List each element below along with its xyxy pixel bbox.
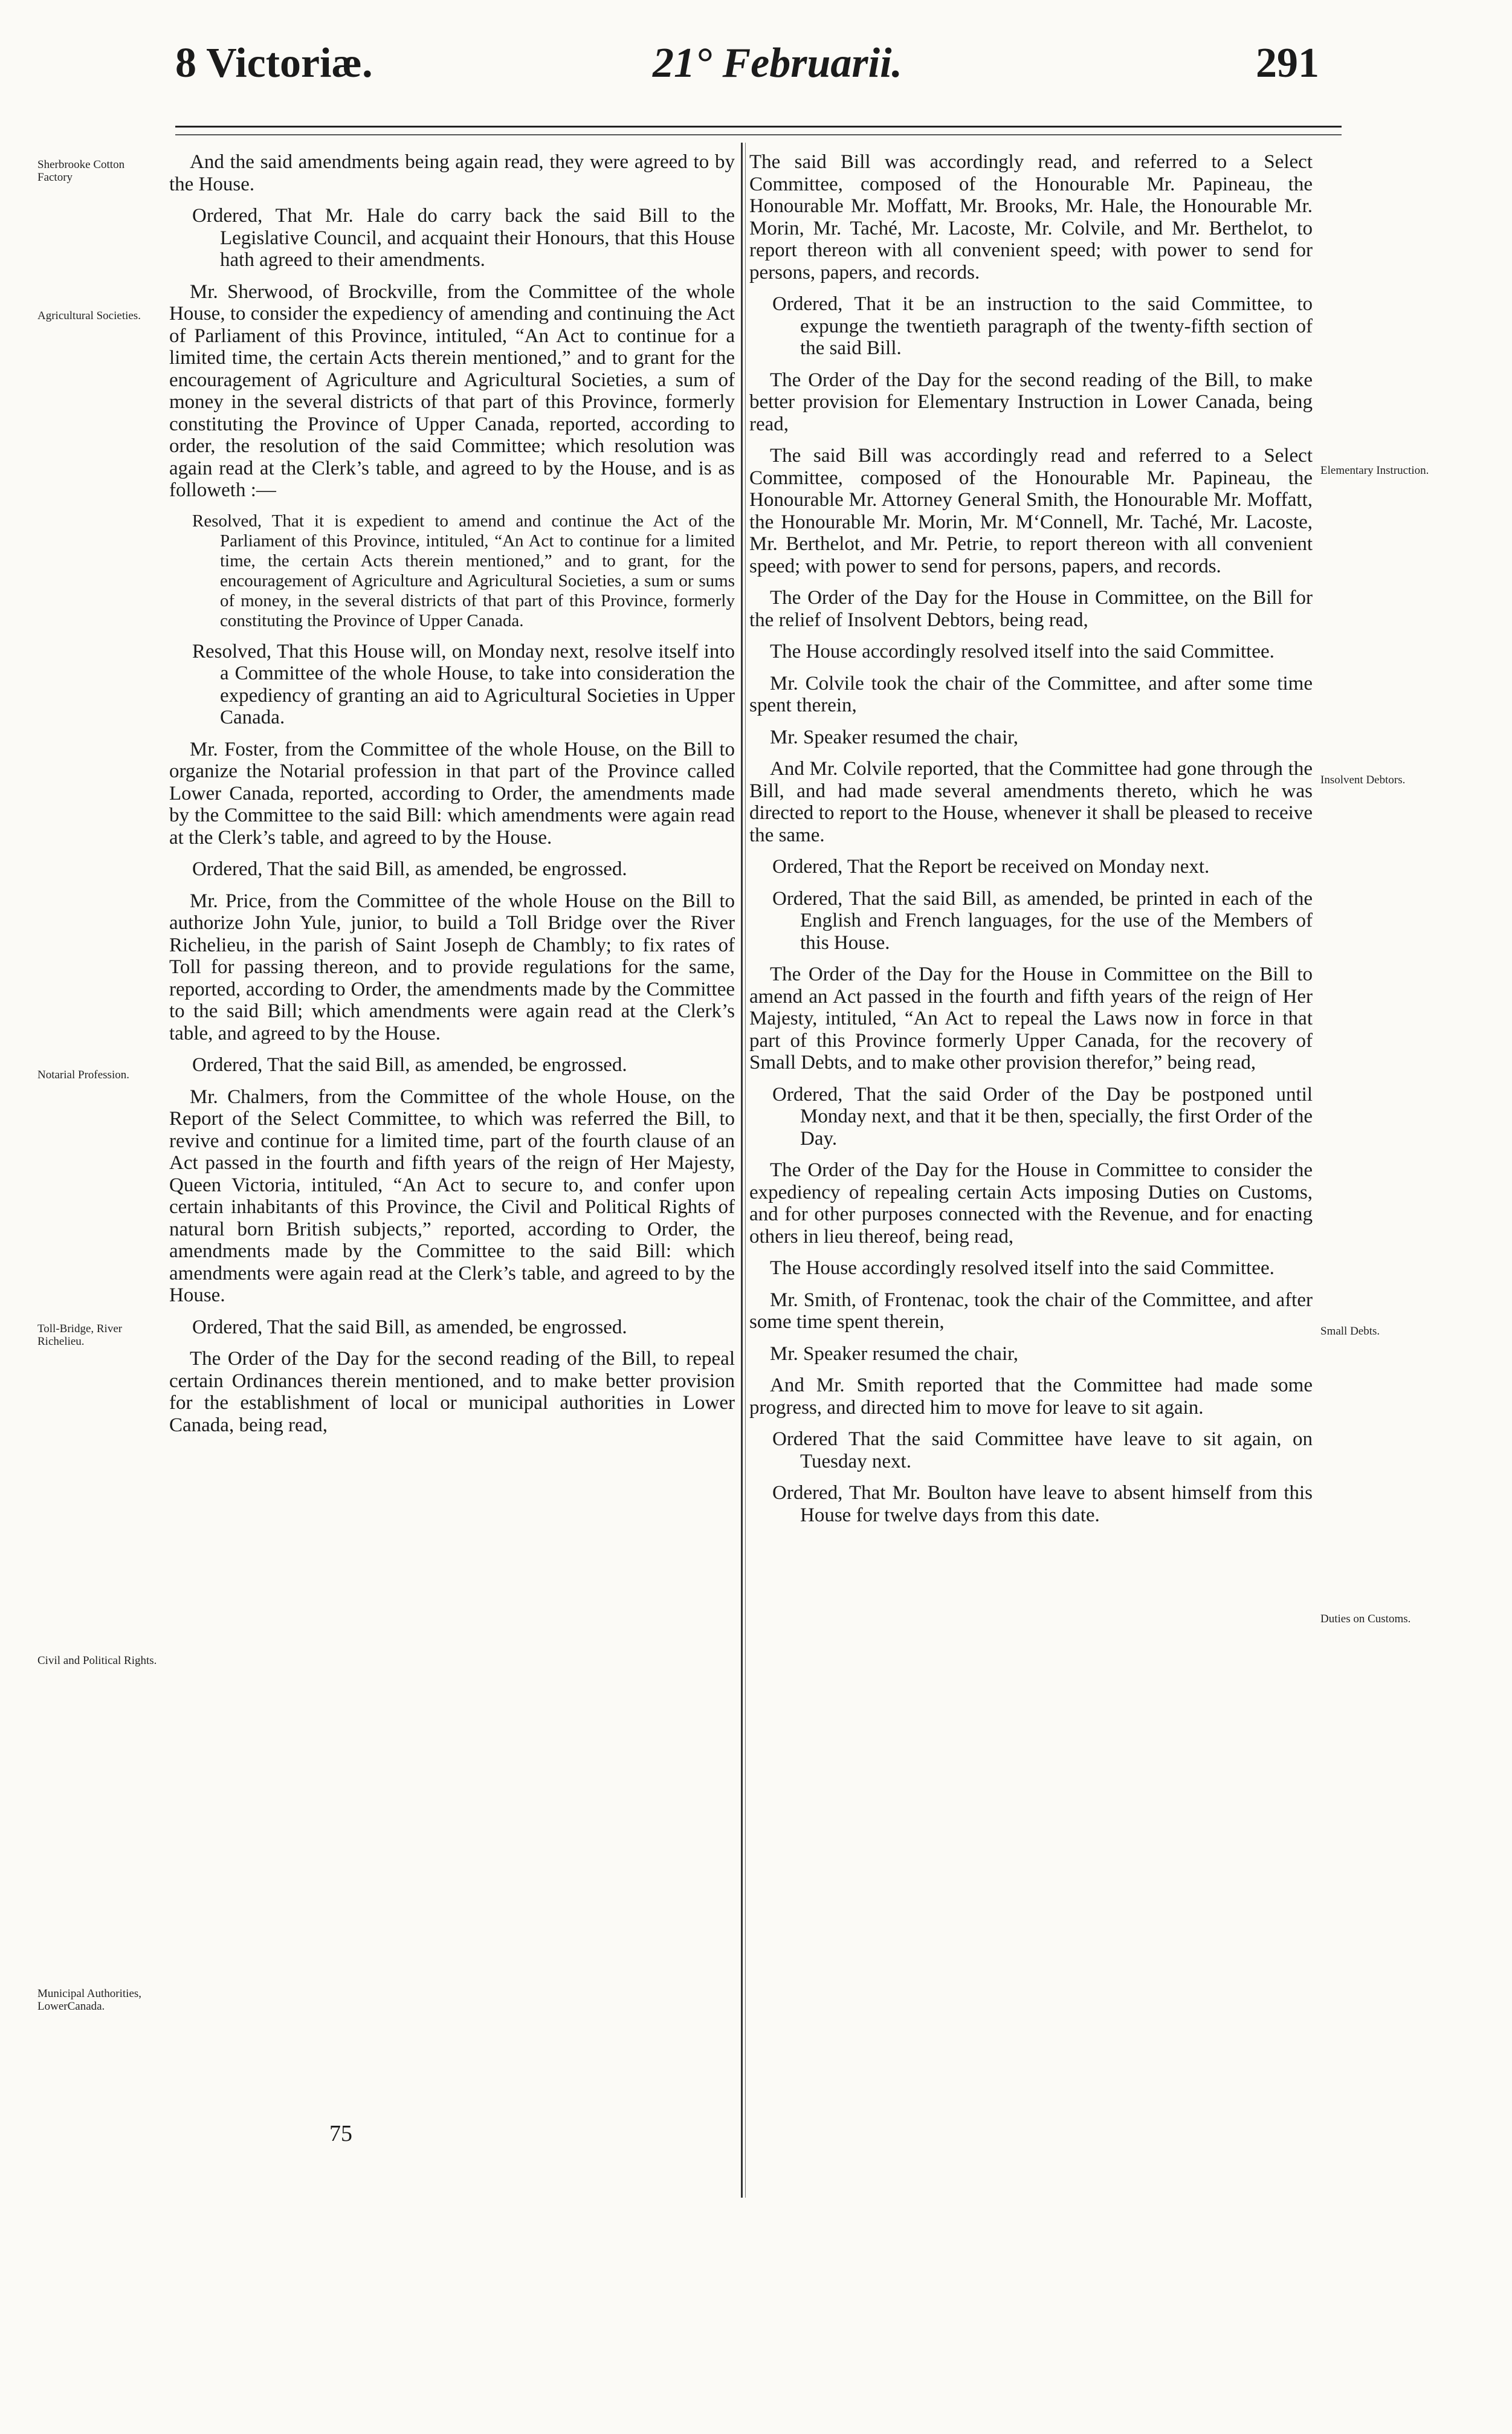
margin-note-agricultural: Agricultural Societies. xyxy=(37,309,141,322)
paragraph: The Order of the Day for the second reading of the Bill, to make better provision for Elementary Instruction in Lower Canada, being read, xyxy=(749,369,1313,435)
paragraph: The Order of the Day for the second reading of the Bill, to repeal certain Ordinances therein mentioned, and to make better provision for the establishment of local or municipal authorities in Lower Canada, being read, xyxy=(169,1348,735,1436)
signature-mark: 75 xyxy=(329,2121,352,2146)
paragraph: The House accordingly resolved itself into the said Committee. xyxy=(770,641,1275,662)
order-paragraph: Ordered, That the said Bill, as amended, be engrossed. xyxy=(192,1054,627,1076)
paragraph: Mr. Price, from the Committee of the whole House on the Bill to authorize John Yule, junior, to build a Toll Bridge over the River Richelieu, in the parish of Saint Joseph de Chambly; to fix rates of Toll for passing thereon, and to provide regulations for the same, reported, according to Order, the amendments made by the Committee to the said Bill; which amendments were again read at the Clerk’s table, and agreed to by the House. xyxy=(169,890,735,1044)
resolution-paragraph: Resolved, That this House will, on Monday next, resolve itself into a Committee of the whole House, to take into consideration the expediency of granting an aid to Agricultural Societies in Upper Canada. xyxy=(192,640,735,728)
column-divider-secondary xyxy=(745,143,746,2198)
paragraph: The Order of the Day for the House in Committee on the Bill to amend an Act passed in the fourth and fifth years of the reign of Her Majesty, intituled, “An Act to repeal the Laws now in force in that part of this Province formerly Upper Canada, for the recovery of Small Debts, and to make other provision therefor,” being read, xyxy=(749,963,1313,1073)
paragraph: Mr. Speaker resumed the chair, xyxy=(770,1342,1019,1365)
paragraph: And the said amendments being again read, they were agreed to by the House. xyxy=(169,151,735,195)
margin-note-notarial: Notarial Profession. xyxy=(37,1069,129,1081)
paragraph: Mr. Sherwood, of Brockville, from the Committee of the whole House, to consider the expediency of amending and continuing the Act of Parliament of this Province, intituled, “An Act to continue for a limited time, the certain Acts therein mentioned,” and to grant for the encouragement of Agriculture and Agricultural Societies, a sum of money in the several districts of that part of this Province, formerly constituting the Province of Upper Canada, reported, according to order, the resolution of the said Committee; which resolution was again read at the Clerk’s table, and agreed to by the House, and is as followeth :— xyxy=(169,280,735,501)
paragraph: The said Bill was accordingly read, and referred to a Select Committee, composed of the Honourable Mr. Papineau, the Honourable Mr. Moffatt, Mr. Brooks, Mr. Hale, the Honourable Mr. Morin, Mr. Taché, Mr. Lacoste, Mr. Colvile, and Mr. Berthelot, to report thereon with all convenient speed; with power to send for persons, papers, and records. xyxy=(749,151,1313,283)
margin-note-insolvent: Insolvent Debtors. xyxy=(1320,774,1406,786)
left-column xyxy=(169,151,735,1446)
margin-note-sherbrooke: Sherbrooke Cotton Factory xyxy=(37,158,125,184)
paragraph: The Order of the Day for the House in Committee to consider the expediency of repealing certain Acts imposing Duties on Customs, and for other purposes connected with the Revenue, and for enacting others in lieu thereof, being read, xyxy=(749,1159,1313,1248)
order-paragraph: Ordered, That Mr. Boulton have leave to absent himself from this House for twelve days from this date. xyxy=(772,1482,1313,1526)
margin-note-civil-rights: Civil and Political Rights. xyxy=(37,1654,157,1667)
margin-note-elementary: Elementary Instruction. xyxy=(1320,464,1429,477)
margin-note-small-debts: Small Debts. xyxy=(1320,1325,1380,1338)
page-number: 291 xyxy=(1256,40,1319,86)
margin-note-customs: Duties on Customs. xyxy=(1320,1613,1411,1625)
paragraph: And Mr. Colvile reported, that the Committee had gone through the Bill, and had made several amendments thereto, which he was directed to report to the House, whenever it shall be pleased to receive the same. xyxy=(749,758,1313,846)
paragraph: Mr. Speaker resumed the chair, xyxy=(770,726,1019,748)
order-paragraph: Ordered, That the said Bill, as amended, be engrossed. xyxy=(192,1316,627,1338)
order-paragraph: Ordered, That the Report be received on Monday next. xyxy=(772,856,1210,878)
header-rule xyxy=(175,126,1342,128)
margin-note-municipal: Municipal Authorities, LowerCanada. xyxy=(37,1987,142,2013)
paragraph: And Mr. Smith reported that the Committee had made some progress, and directed him to move for leave to sit again. xyxy=(749,1374,1313,1419)
paragraph: The said Bill was accordingly read and referred to a Select Committee, composed of the Honourable Mr. Papineau, the Honourable Mr. Attorney General Smith, the Honourable Mr. Moffatt, the Honourable Mr. Morin, Mr. M‘Connell, Mr. Taché, Mr. Lacoste, Mr. Berthelot, and Mr. Petrie, to report thereon with all convenient speed; with power to send for persons, papers, and records. xyxy=(749,445,1313,577)
margin-note-tollbridge: Toll-Bridge, River Richelieu. xyxy=(37,1322,123,1348)
paragraph: Mr. Chalmers, from the Committee of the whole House, on the Report of the Select Committee, to which was referred the Bill, to revive and continue for a limited time, part of the fourth clause of an Act passed in the fourth and fifth years of the reign of Her Majesty, Queen Victoria, intituled, “An Act to secure to, and confer upon certain inhabitants of this Province, the Civil and Political Rights of natural born British subjects,” reported, according to Order, the amendments made by the Committee to the said Bill: which amendments were again read at the Clerk’s table, and agreed to by the House. xyxy=(169,1086,735,1306)
order-paragraph: Ordered, That Mr. Hale do carry back the said Bill to the Legislative Council, and acquaint their Honours, that this House hath agreed to their amendments. xyxy=(192,205,735,271)
order-paragraph: Ordered, That the said Bill, as amended, be printed in each of the English and French languages, for the use of the Members of this House. xyxy=(772,887,1313,954)
order-paragraph: Ordered, That the said Order of the Day be postponed until Monday next, and that it be then, specially, the first Order of the Day. xyxy=(772,1083,1313,1150)
paragraph: Mr. Foster, from the Committee of the whole House, on the Bill to organize the Notarial profession in that part of the Province called Lower Canada, reported, according to Order, the amendments made by the Committee to the said Bill: which amendments were again read at the Clerk’s table, and agreed to by the House. xyxy=(169,738,735,849)
header-date: 21° Februarii. xyxy=(653,40,903,86)
paragraph: The House accordingly resolved itself into the said Committee. xyxy=(770,1257,1275,1279)
header-regnal-year: 8 Victoriæ. xyxy=(175,40,373,86)
paragraph: Mr. Smith, of Frontenac, took the chair of the Committee, and after some time spent therein, xyxy=(749,1289,1313,1333)
paragraph: Mr. Colvile took the chair of the Committee, and after some time spent therein, xyxy=(749,672,1313,716)
resolution-paragraph: Resolved, That it is expedient to amend and continue the Act of the Parliament of this Province, intituled, “An Act to continue for a limited time, the certain Acts therein mentioned,” and to grant, for the encouragement of Agriculture and Agricultural Societies, a sum or sums of money, in the several districts of that part of this Province, formerly constituting the Province of Upper Canada. xyxy=(192,511,735,630)
header-rule-secondary xyxy=(175,134,1342,135)
order-paragraph: Ordered That the said Committee have leave to sit again, on Tuesday next. xyxy=(772,1428,1313,1472)
order-paragraph: Ordered, That the said Bill, as amended, be engrossed. xyxy=(192,858,627,880)
column-divider xyxy=(741,143,743,2198)
right-column xyxy=(749,151,1313,1536)
order-paragraph: Ordered, That it be an instruction to the said Committee, to expunge the twentieth paragraph of the twenty-fifth section of the said Bill. xyxy=(772,293,1313,359)
paragraph: The Order of the Day for the House in Committee, on the Bill for the relief of Insolvent Debtors, being read, xyxy=(749,587,1313,631)
